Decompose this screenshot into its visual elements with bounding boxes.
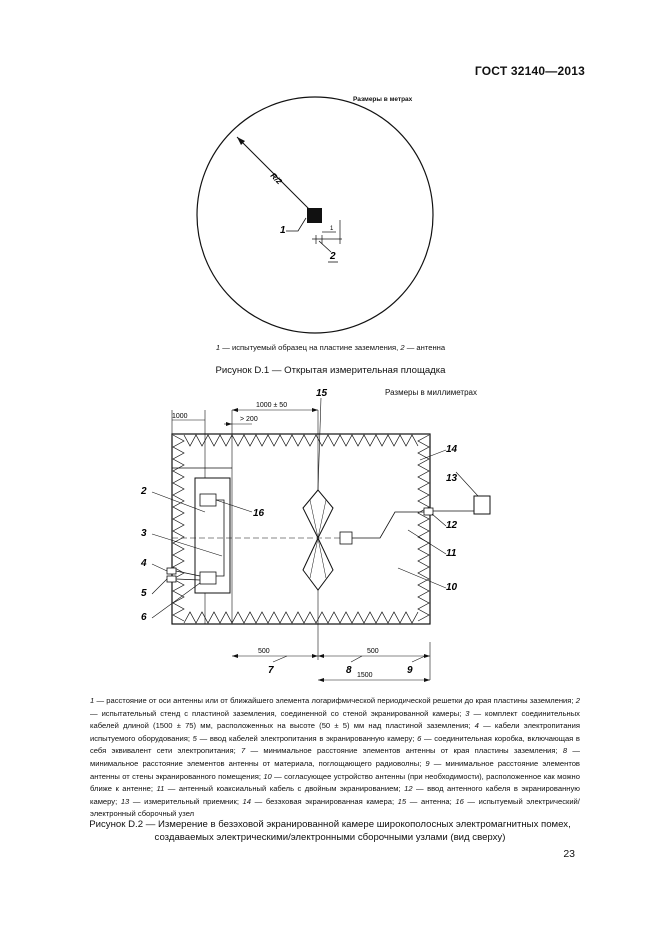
figure1-title: Рисунок D.1 — Открытая измерительная площадка xyxy=(215,365,446,376)
dimension-500-left: 500 xyxy=(258,648,270,655)
callout-14: 14 xyxy=(446,444,458,455)
dimension-1000: 1000 xyxy=(172,413,188,420)
callout-4: 4 xyxy=(141,558,147,569)
figure2-title-line1: Рисунок D.2 — Измерение в безэховой экранированной камере широкополосных электромагнитных помех, xyxy=(89,819,571,830)
callout-12: 12 xyxy=(446,520,458,531)
callout-15: 15 xyxy=(316,388,328,399)
figure2-title-line2: создаваемых электрическими/электронными сборочными узлами (вид сверху) xyxy=(154,832,506,843)
figure2-diagram xyxy=(0,380,661,690)
radius-label: R/2 xyxy=(268,171,284,187)
figure1-units-note: Размеры в метрах xyxy=(353,96,413,103)
document-header: ГОСТ 32140—2013 xyxy=(474,64,585,78)
callout-5: 5 xyxy=(141,588,147,599)
bottom-dimensions xyxy=(232,656,430,680)
svg-text:1: 1 xyxy=(330,226,334,232)
figure2-title xyxy=(60,818,600,844)
callout-3: 3 xyxy=(141,528,147,539)
dimension-500-right: 500 xyxy=(367,648,379,655)
dimension-gt200: > 200 xyxy=(240,416,258,423)
callout-2: 2 xyxy=(141,486,147,497)
test-specimen xyxy=(307,208,322,223)
figure1-callout-1: 1 xyxy=(280,225,286,236)
callout-8: 8 xyxy=(346,665,352,676)
callout-10: 10 xyxy=(446,582,458,593)
matching-device xyxy=(340,532,352,544)
figure1-callout-2: 2 xyxy=(330,251,336,262)
callout-6: 6 xyxy=(141,612,147,623)
callout-7: 7 xyxy=(268,665,274,676)
figure1-caption-items: 1 — испытуемый образец на пластине заземления, 2 — антенна xyxy=(215,343,446,352)
power-entry-2 xyxy=(167,576,176,582)
callout-13: 13 xyxy=(446,473,458,484)
measuring-receiver xyxy=(474,496,490,514)
figure2-units-note: Размеры в миллиметрах xyxy=(385,388,477,397)
dimension-1000pm50: 1000 ± 50 xyxy=(256,402,288,409)
biconical-antenna xyxy=(303,490,333,590)
power-entry-1 xyxy=(167,568,176,574)
callout-16: 16 xyxy=(253,508,265,519)
callout-11: 11 xyxy=(446,548,457,559)
test-assembly xyxy=(200,494,216,506)
callout-9: 9 xyxy=(407,665,413,676)
dimension-1500: 1500 xyxy=(357,672,373,679)
callout-leader-1 xyxy=(286,218,306,231)
figure1-diagram xyxy=(0,0,661,360)
antenna-cable-entry xyxy=(424,508,433,515)
junction-box xyxy=(200,572,216,584)
page-number: 23 xyxy=(563,848,575,860)
antenna-cable xyxy=(352,512,428,538)
figure2-legend: 1 — расстояние от оси антенны или от ближайшего элемента логарифмической периодической решетки до края пластины заземления; 2 — испытательный стенд с пластиной заземления, соединенной со стеной экранированной камеры; 3 — комплект соединительных кабелей длиной (1500 ± 75) мм, расположенных на высоте (50 ± 5) мм над пластиной заземления; 4 — кабели электропитания испытуемого оборудования; 5 — ввод кабелей электропитания в экранированную камеру; 6 — соединительная коробка, включающая в себя эквивалент сети электропитания; 7 — минимальное расстояние элементов антенны от края пластины заземления; 8 — минимальное расстояние элементов антенны от материала, поглощающего радиоволны; 9 — минимальное расстояние элементов антенны от стены экранированного помещения; 10 — согласующее устройство антенны (при необходимости), расположенное как можно ближе к антенне; 11 — антенный коаксиальный кабель с двойным экранированием; 12 — ввод антенного кабеля в экранированную камеру; 13 — измерительный приемник; 14 — безэховая экранированная камера; 15 — антенна; 16 — испытуемый электрический/электронный сборочный узел xyxy=(90,696,580,819)
